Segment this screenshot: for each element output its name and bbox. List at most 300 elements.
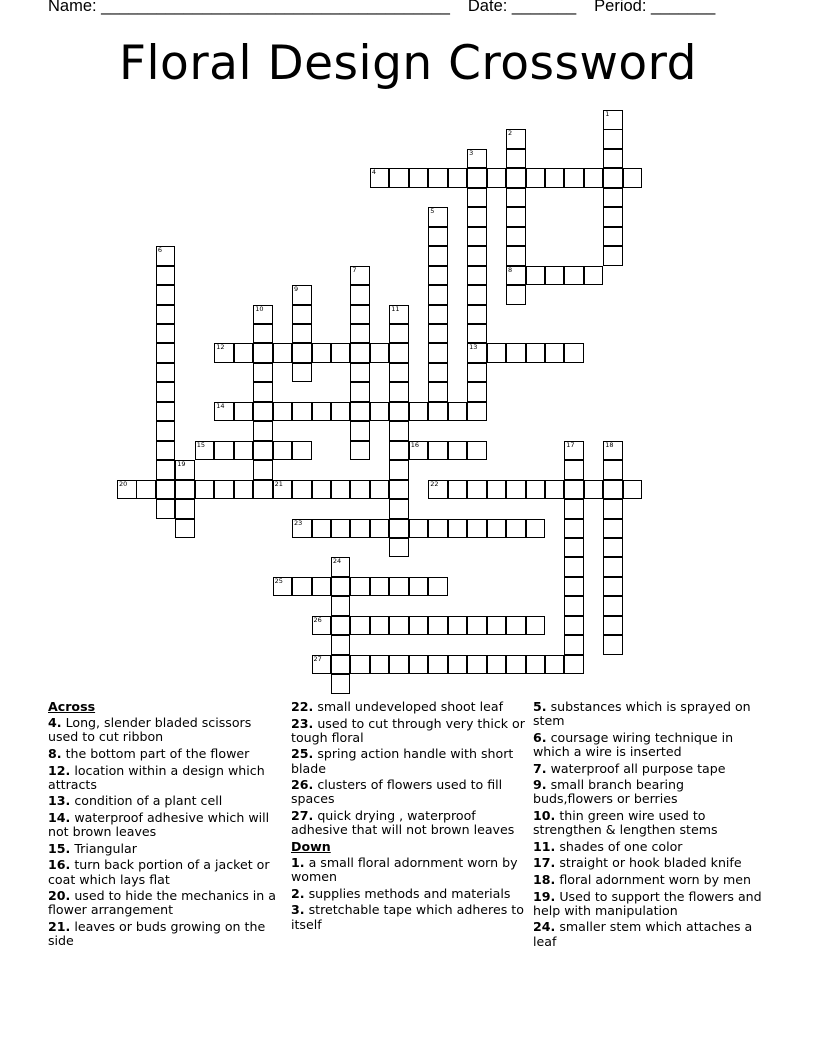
clue-item-text: turn back portion of a jacket or coat which lays flat (48, 857, 270, 887)
crossword-cell[interactable] (467, 149, 487, 169)
clue-item-text: used to cut through very thick or tough floral (291, 715, 525, 745)
clue-item-text: supplies methods and materials (304, 885, 511, 901)
crossword-cell[interactable] (389, 499, 409, 519)
clue-item-number: 10. (533, 807, 556, 823)
crossword-cell[interactable] (506, 207, 526, 227)
clue-item (48, 842, 280, 856)
crossword-cell[interactable] (467, 343, 487, 363)
crossword-cell[interactable] (428, 655, 448, 675)
clue-item-number: 4. (48, 715, 62, 731)
crossword-cell[interactable] (156, 266, 176, 286)
crossword-cell[interactable] (448, 480, 468, 500)
crossword-cell[interactable] (292, 363, 312, 383)
crossword-cell[interactable] (506, 343, 526, 363)
crossword-cell[interactable] (292, 577, 312, 597)
crossword-cell[interactable] (428, 168, 448, 188)
crossword-cell[interactable] (526, 343, 546, 363)
clue-item-number: 17. (533, 855, 556, 871)
crossword-cell[interactable] (350, 402, 370, 422)
crossword-cell[interactable] (428, 207, 448, 227)
clue-item-number: 9. (533, 777, 547, 793)
crossword-cell[interactable] (175, 519, 195, 539)
crossword-cell[interactable] (603, 441, 623, 461)
crossword-cell[interactable] (389, 538, 409, 558)
crossword-cell[interactable] (448, 168, 468, 188)
crossword-cell[interactable] (331, 616, 351, 636)
crossword-cell[interactable] (564, 538, 584, 558)
clue-item (533, 890, 765, 918)
crossword-cell[interactable] (175, 460, 195, 480)
crossword-cell[interactable] (253, 421, 273, 441)
crossword-cell[interactable] (312, 655, 332, 675)
clue-item (291, 887, 526, 901)
crossword-cell[interactable] (603, 110, 623, 130)
crossword-cell[interactable] (156, 480, 176, 500)
crossword-cell[interactable] (467, 246, 487, 266)
crossword-cell[interactable] (448, 655, 468, 675)
crossword-cell[interactable] (526, 616, 546, 636)
crossword-cell[interactable] (350, 655, 370, 675)
crossword-cell[interactable] (428, 324, 448, 344)
clue-number: 13 (469, 343, 478, 352)
crossword-cell[interactable] (214, 343, 234, 363)
crossword-cell[interactable] (467, 324, 487, 344)
crossword-cell[interactable] (350, 421, 370, 441)
crossword-cell[interactable] (467, 655, 487, 675)
clue-item-number: 19. (533, 888, 556, 904)
crossword-cell[interactable] (564, 596, 584, 616)
crossword-cell[interactable] (312, 343, 332, 363)
clue-item-number: 6. (533, 729, 547, 745)
clue-item-text: shades of one color (555, 838, 683, 854)
crossword-cell[interactable] (564, 168, 584, 188)
crossword-cell[interactable] (389, 421, 409, 441)
crossword-cell[interactable] (467, 168, 487, 188)
crossword-cell[interactable] (370, 343, 390, 363)
clue-item-number: 24. (533, 919, 556, 935)
crossword-cell[interactable] (389, 577, 409, 597)
crossword-cell[interactable] (156, 285, 176, 305)
name-field[interactable]: Name: ______________________________________ (48, 0, 450, 15)
clue-item-text: location within a design which attracts (48, 762, 265, 792)
crossword-cell[interactable] (428, 343, 448, 363)
crossword-cell[interactable] (467, 188, 487, 208)
crossword-cell[interactable] (467, 480, 487, 500)
crossword-cell[interactable] (603, 635, 623, 655)
crossword-cell[interactable] (409, 441, 429, 461)
crossword-cell[interactable] (545, 480, 565, 500)
clue-item-text: coursage wiring technique in which a wire is inserted (533, 729, 734, 759)
crossword-cell[interactable] (428, 382, 448, 402)
clue-item-number: 22. (291, 699, 314, 714)
crossword-cell[interactable] (545, 343, 565, 363)
crossword-cell[interactable] (331, 480, 351, 500)
crossword-cell[interactable] (312, 577, 332, 597)
crossword-cell[interactable] (350, 382, 370, 402)
crossword-cell[interactable] (584, 480, 604, 500)
crossword-cell[interactable] (350, 577, 370, 597)
crossword-cell[interactable] (253, 402, 273, 422)
crossword-cell[interactable] (350, 441, 370, 461)
crossword-cell[interactable] (409, 168, 429, 188)
crossword-cell[interactable] (350, 343, 370, 363)
crossword-cell[interactable] (389, 168, 409, 188)
crossword-cell[interactable] (331, 519, 351, 539)
crossword-cell[interactable] (467, 285, 487, 305)
crossword-cell[interactable] (312, 480, 332, 500)
crossword-cell[interactable] (389, 363, 409, 383)
crossword-cell[interactable] (389, 616, 409, 636)
crossword-cell[interactable] (156, 324, 176, 344)
clue-item-number: 25. (291, 746, 314, 762)
crossword-cell[interactable] (623, 480, 643, 500)
crossword-cell[interactable] (350, 480, 370, 500)
crossword-cell[interactable] (331, 343, 351, 363)
crossword-cell[interactable] (603, 129, 623, 149)
crossword-cell[interactable] (487, 655, 507, 675)
crossword-cell[interactable] (273, 441, 293, 461)
crossword-cell[interactable] (253, 441, 273, 461)
crossword-cell[interactable] (428, 402, 448, 422)
crossword-cell[interactable] (389, 519, 409, 539)
crossword-cell[interactable] (506, 188, 526, 208)
crossword-cell[interactable] (195, 480, 215, 500)
crossword-cell[interactable] (389, 324, 409, 344)
clue-item (533, 700, 765, 728)
clue-item-text: smaller stem which attaches a leaf (533, 919, 753, 949)
clue-item (533, 778, 765, 806)
clue-item (48, 764, 280, 792)
crossword-cell[interactable] (603, 460, 623, 480)
crossword-cell[interactable] (487, 343, 507, 363)
crossword-cell[interactable] (603, 616, 623, 636)
crossword-cell[interactable] (467, 207, 487, 227)
clue-item (291, 809, 526, 837)
crossword-cell[interactable] (428, 227, 448, 247)
crossword-cell[interactable] (136, 480, 156, 500)
crossword-cell[interactable] (526, 266, 546, 286)
crossword-cell[interactable] (448, 519, 468, 539)
clue-item-number: 8. (48, 746, 62, 761)
crossword-cell[interactable] (370, 480, 390, 500)
clue-item-text: clusters of flowers used to fill spaces (291, 777, 503, 807)
crossword-cell[interactable] (292, 441, 312, 461)
crossword-cell[interactable] (331, 655, 351, 675)
crossword-cell[interactable] (331, 577, 351, 597)
crossword-cell[interactable] (350, 324, 370, 344)
crossword-cell[interactable] (428, 266, 448, 286)
crossword-cell[interactable] (370, 402, 390, 422)
crossword-cell[interactable] (467, 402, 487, 422)
clue-item (533, 873, 765, 887)
crossword-cell[interactable] (467, 616, 487, 636)
crossword-cell[interactable] (409, 402, 429, 422)
crossword-cell[interactable] (175, 480, 195, 500)
crossword-cell[interactable] (603, 168, 623, 188)
clue-item (48, 794, 280, 808)
crossword-cell[interactable] (389, 382, 409, 402)
crossword-cell[interactable] (350, 285, 370, 305)
crossword-cell[interactable] (253, 343, 273, 363)
crossword-cell[interactable] (506, 129, 526, 149)
crossword-cell[interactable] (389, 655, 409, 675)
crossword-cell[interactable] (487, 519, 507, 539)
crossword-cell[interactable] (253, 324, 273, 344)
crossword-cell[interactable] (603, 227, 623, 247)
crossword-cell[interactable] (331, 402, 351, 422)
clue-item-text: condition of a plant cell (70, 793, 223, 809)
crossword-cell[interactable] (350, 266, 370, 286)
crossword-cell[interactable] (584, 266, 604, 286)
crossword-cell[interactable] (526, 480, 546, 500)
crossword-cell[interactable] (292, 480, 312, 500)
crossword-cell[interactable] (389, 441, 409, 461)
crossword-cell[interactable] (409, 519, 429, 539)
crossword-cell[interactable] (156, 421, 176, 441)
crossword-cell[interactable] (467, 305, 487, 325)
clue-item (48, 920, 280, 948)
crossword-cell[interactable] (253, 382, 273, 402)
clue-number: 2 (508, 129, 513, 138)
crossword-cell[interactable] (506, 285, 526, 305)
crossword-cell[interactable] (428, 285, 448, 305)
crossword-cell[interactable] (273, 577, 293, 597)
clue-item-number: 26. (291, 777, 314, 793)
crossword-cell[interactable] (603, 207, 623, 227)
crossword-cell[interactable] (564, 441, 584, 461)
clue-item-number: 13. (48, 793, 71, 809)
crossword-cell[interactable] (603, 557, 623, 577)
crossword-cell[interactable] (389, 480, 409, 500)
crossword-cell[interactable] (564, 519, 584, 539)
crossword-cell[interactable] (214, 441, 234, 461)
clue-number: 5 (430, 207, 435, 216)
crossword-cell[interactable] (273, 343, 293, 363)
crossword-cell[interactable] (564, 460, 584, 480)
crossword-cell[interactable] (506, 168, 526, 188)
clue-number: 22 (430, 479, 439, 488)
crossword-cell[interactable] (603, 149, 623, 169)
crossword-cell[interactable] (603, 538, 623, 558)
crossword-cell[interactable] (448, 402, 468, 422)
crossword-cell[interactable] (487, 616, 507, 636)
crossword-cell[interactable] (175, 499, 195, 519)
crossword-cell[interactable] (564, 480, 584, 500)
crossword-cell[interactable] (428, 363, 448, 383)
crossword-cell[interactable] (350, 363, 370, 383)
crossword-cell[interactable] (370, 577, 390, 597)
crossword-cell[interactable] (214, 480, 234, 500)
crossword-cell[interactable] (506, 519, 526, 539)
crossword-cell[interactable] (448, 616, 468, 636)
clue-item (533, 762, 765, 776)
period-field[interactable]: Period: _______ (594, 0, 716, 15)
crossword-cell[interactable] (506, 655, 526, 675)
crossword-cell[interactable] (273, 402, 293, 422)
crossword-cell[interactable] (623, 168, 643, 188)
crossword-cell[interactable] (584, 168, 604, 188)
crossword-cell[interactable] (253, 460, 273, 480)
crossword-cell[interactable] (428, 519, 448, 539)
crossword-cell[interactable] (467, 382, 487, 402)
crossword-cell[interactable] (564, 343, 584, 363)
crossword-cell[interactable] (273, 480, 293, 500)
crossword-cell[interactable] (564, 557, 584, 577)
crossword-cell[interactable] (389, 343, 409, 363)
crossword-cell[interactable] (564, 655, 584, 675)
clue-number: 14 (216, 401, 225, 410)
crossword-cell[interactable] (506, 616, 526, 636)
clue-column-2 (291, 700, 526, 934)
crossword-cell[interactable] (545, 168, 565, 188)
clue-item-text: waterproof all purpose tape (546, 760, 726, 776)
clue-item-text: Used to support the flowers and help with manipulation (533, 888, 762, 918)
crossword-cell[interactable] (428, 480, 448, 500)
crossword-cell[interactable] (312, 402, 332, 422)
crossword-cell[interactable] (467, 266, 487, 286)
clue-item-text: floral adornment worn by men (555, 871, 752, 887)
crossword-cell[interactable] (156, 460, 176, 480)
crossword-cell[interactable] (156, 441, 176, 461)
crossword-cell[interactable] (428, 616, 448, 636)
crossword-cell[interactable] (564, 577, 584, 597)
clue-number: 1 (605, 110, 610, 118)
crossword-cell[interactable] (603, 519, 623, 539)
clue-item (48, 747, 280, 761)
crossword-cell[interactable] (467, 227, 487, 247)
crossword-cell[interactable] (234, 402, 254, 422)
crossword-cell[interactable] (156, 246, 176, 266)
crossword-cell[interactable] (506, 266, 526, 286)
crossword-cell[interactable] (428, 441, 448, 461)
crossword-cell[interactable] (389, 402, 409, 422)
clue-number: 4 (371, 168, 377, 177)
clue-item (533, 856, 765, 870)
crossword-cell[interactable] (428, 305, 448, 325)
clue-item (533, 731, 765, 759)
crossword-cell[interactable] (506, 480, 526, 500)
crossword-cell[interactable] (253, 480, 273, 500)
crossword-cell[interactable] (487, 480, 507, 500)
clue-item-text: small branch bearing buds,flowers or berries (533, 777, 685, 807)
crossword-cell[interactable] (428, 246, 448, 266)
crossword-cell[interactable] (564, 616, 584, 636)
crossword-cell[interactable] (526, 168, 546, 188)
crossword-cell[interactable] (312, 519, 332, 539)
crossword-cell[interactable] (448, 441, 468, 461)
across-heading: Across (48, 699, 96, 714)
crossword-cell[interactable] (545, 655, 565, 675)
date-field[interactable]: Date: _______ (467, 0, 577, 15)
crossword-cell[interactable] (292, 324, 312, 344)
crossword-cell[interactable] (292, 343, 312, 363)
crossword-cell[interactable] (467, 363, 487, 383)
crossword-cell[interactable] (156, 382, 176, 402)
crossword-cell[interactable] (506, 149, 526, 169)
crossword-cell[interactable] (214, 402, 234, 422)
crossword-cell[interactable] (292, 519, 312, 539)
crossword-cell[interactable] (370, 168, 390, 188)
crossword-cell[interactable] (603, 499, 623, 519)
clue-item-text: spring action handle with short blade (291, 746, 514, 776)
crossword-cell[interactable] (526, 519, 546, 539)
crossword-cell[interactable] (564, 266, 584, 286)
crossword-cell[interactable] (564, 635, 584, 655)
clue-item-text: waterproof adhesive which will not brown leaves (48, 809, 270, 840)
crossword-cell[interactable] (603, 246, 623, 266)
crossword-cell[interactable] (603, 480, 623, 500)
crossword-cell[interactable] (350, 616, 370, 636)
crossword-cell[interactable] (292, 402, 312, 422)
crossword-cell[interactable] (312, 616, 332, 636)
crossword-cell[interactable] (545, 266, 565, 286)
crossword-cell[interactable] (370, 616, 390, 636)
crossword-cell[interactable] (331, 557, 351, 577)
crossword-cell[interactable] (234, 480, 254, 500)
crossword-cell[interactable] (428, 577, 448, 597)
clue-item-text: a small floral adornment worn by women (291, 854, 518, 885)
clue-number: 10 (255, 304, 264, 313)
clue-number: 11 (391, 304, 400, 313)
crossword-cell[interactable] (506, 227, 526, 247)
crossword-cell[interactable] (487, 168, 507, 188)
crossword-cell[interactable] (331, 596, 351, 616)
crossword-cell[interactable] (370, 519, 390, 539)
crossword-cell[interactable] (253, 363, 273, 383)
crossword-cell[interactable] (389, 460, 409, 480)
crossword-cell[interactable] (409, 616, 429, 636)
crossword-cell[interactable] (467, 519, 487, 539)
clue-item (48, 716, 280, 744)
crossword-cell[interactable] (467, 441, 487, 461)
crossword-cell[interactable] (292, 285, 312, 305)
crossword-cell[interactable] (370, 655, 390, 675)
crossword-cell[interactable] (117, 480, 137, 500)
crossword-cell[interactable] (389, 305, 409, 325)
crossword-cell[interactable] (350, 519, 370, 539)
crossword-cell[interactable] (234, 441, 254, 461)
crossword-cell[interactable] (156, 363, 176, 383)
crossword-cell[interactable] (564, 499, 584, 519)
crossword-cell[interactable] (331, 635, 351, 655)
crossword-cell[interactable] (409, 655, 429, 675)
crossword-cell[interactable] (409, 577, 429, 597)
clue-item-text: quick drying , waterproof adhesive that will not brown leaves (291, 807, 515, 838)
crossword-cell[interactable] (234, 343, 254, 363)
crossword-cell[interactable] (603, 188, 623, 208)
crossword-cell[interactable] (156, 402, 176, 422)
crossword-cell[interactable] (156, 343, 176, 363)
crossword-cell[interactable] (506, 246, 526, 266)
crossword-cell[interactable] (253, 305, 273, 325)
crossword-cell[interactable] (195, 441, 215, 461)
crossword-cell[interactable] (526, 655, 546, 675)
clue-item-number: 12. (48, 762, 71, 778)
clue-item-text: Triangular (70, 840, 137, 856)
crossword-cell[interactable] (603, 577, 623, 597)
crossword-cell[interactable] (292, 305, 312, 325)
clue-number: 17 (566, 440, 575, 449)
crossword-cell[interactable] (156, 305, 176, 325)
clue-item (291, 903, 526, 931)
crossword-cell[interactable] (350, 305, 370, 325)
crossword-cell[interactable] (603, 596, 623, 616)
clue-item-number: 2. (291, 885, 305, 901)
clue-item (48, 811, 280, 839)
clue-item (291, 747, 526, 775)
crossword-cell[interactable] (156, 499, 176, 519)
crossword-cell[interactable] (331, 674, 351, 694)
